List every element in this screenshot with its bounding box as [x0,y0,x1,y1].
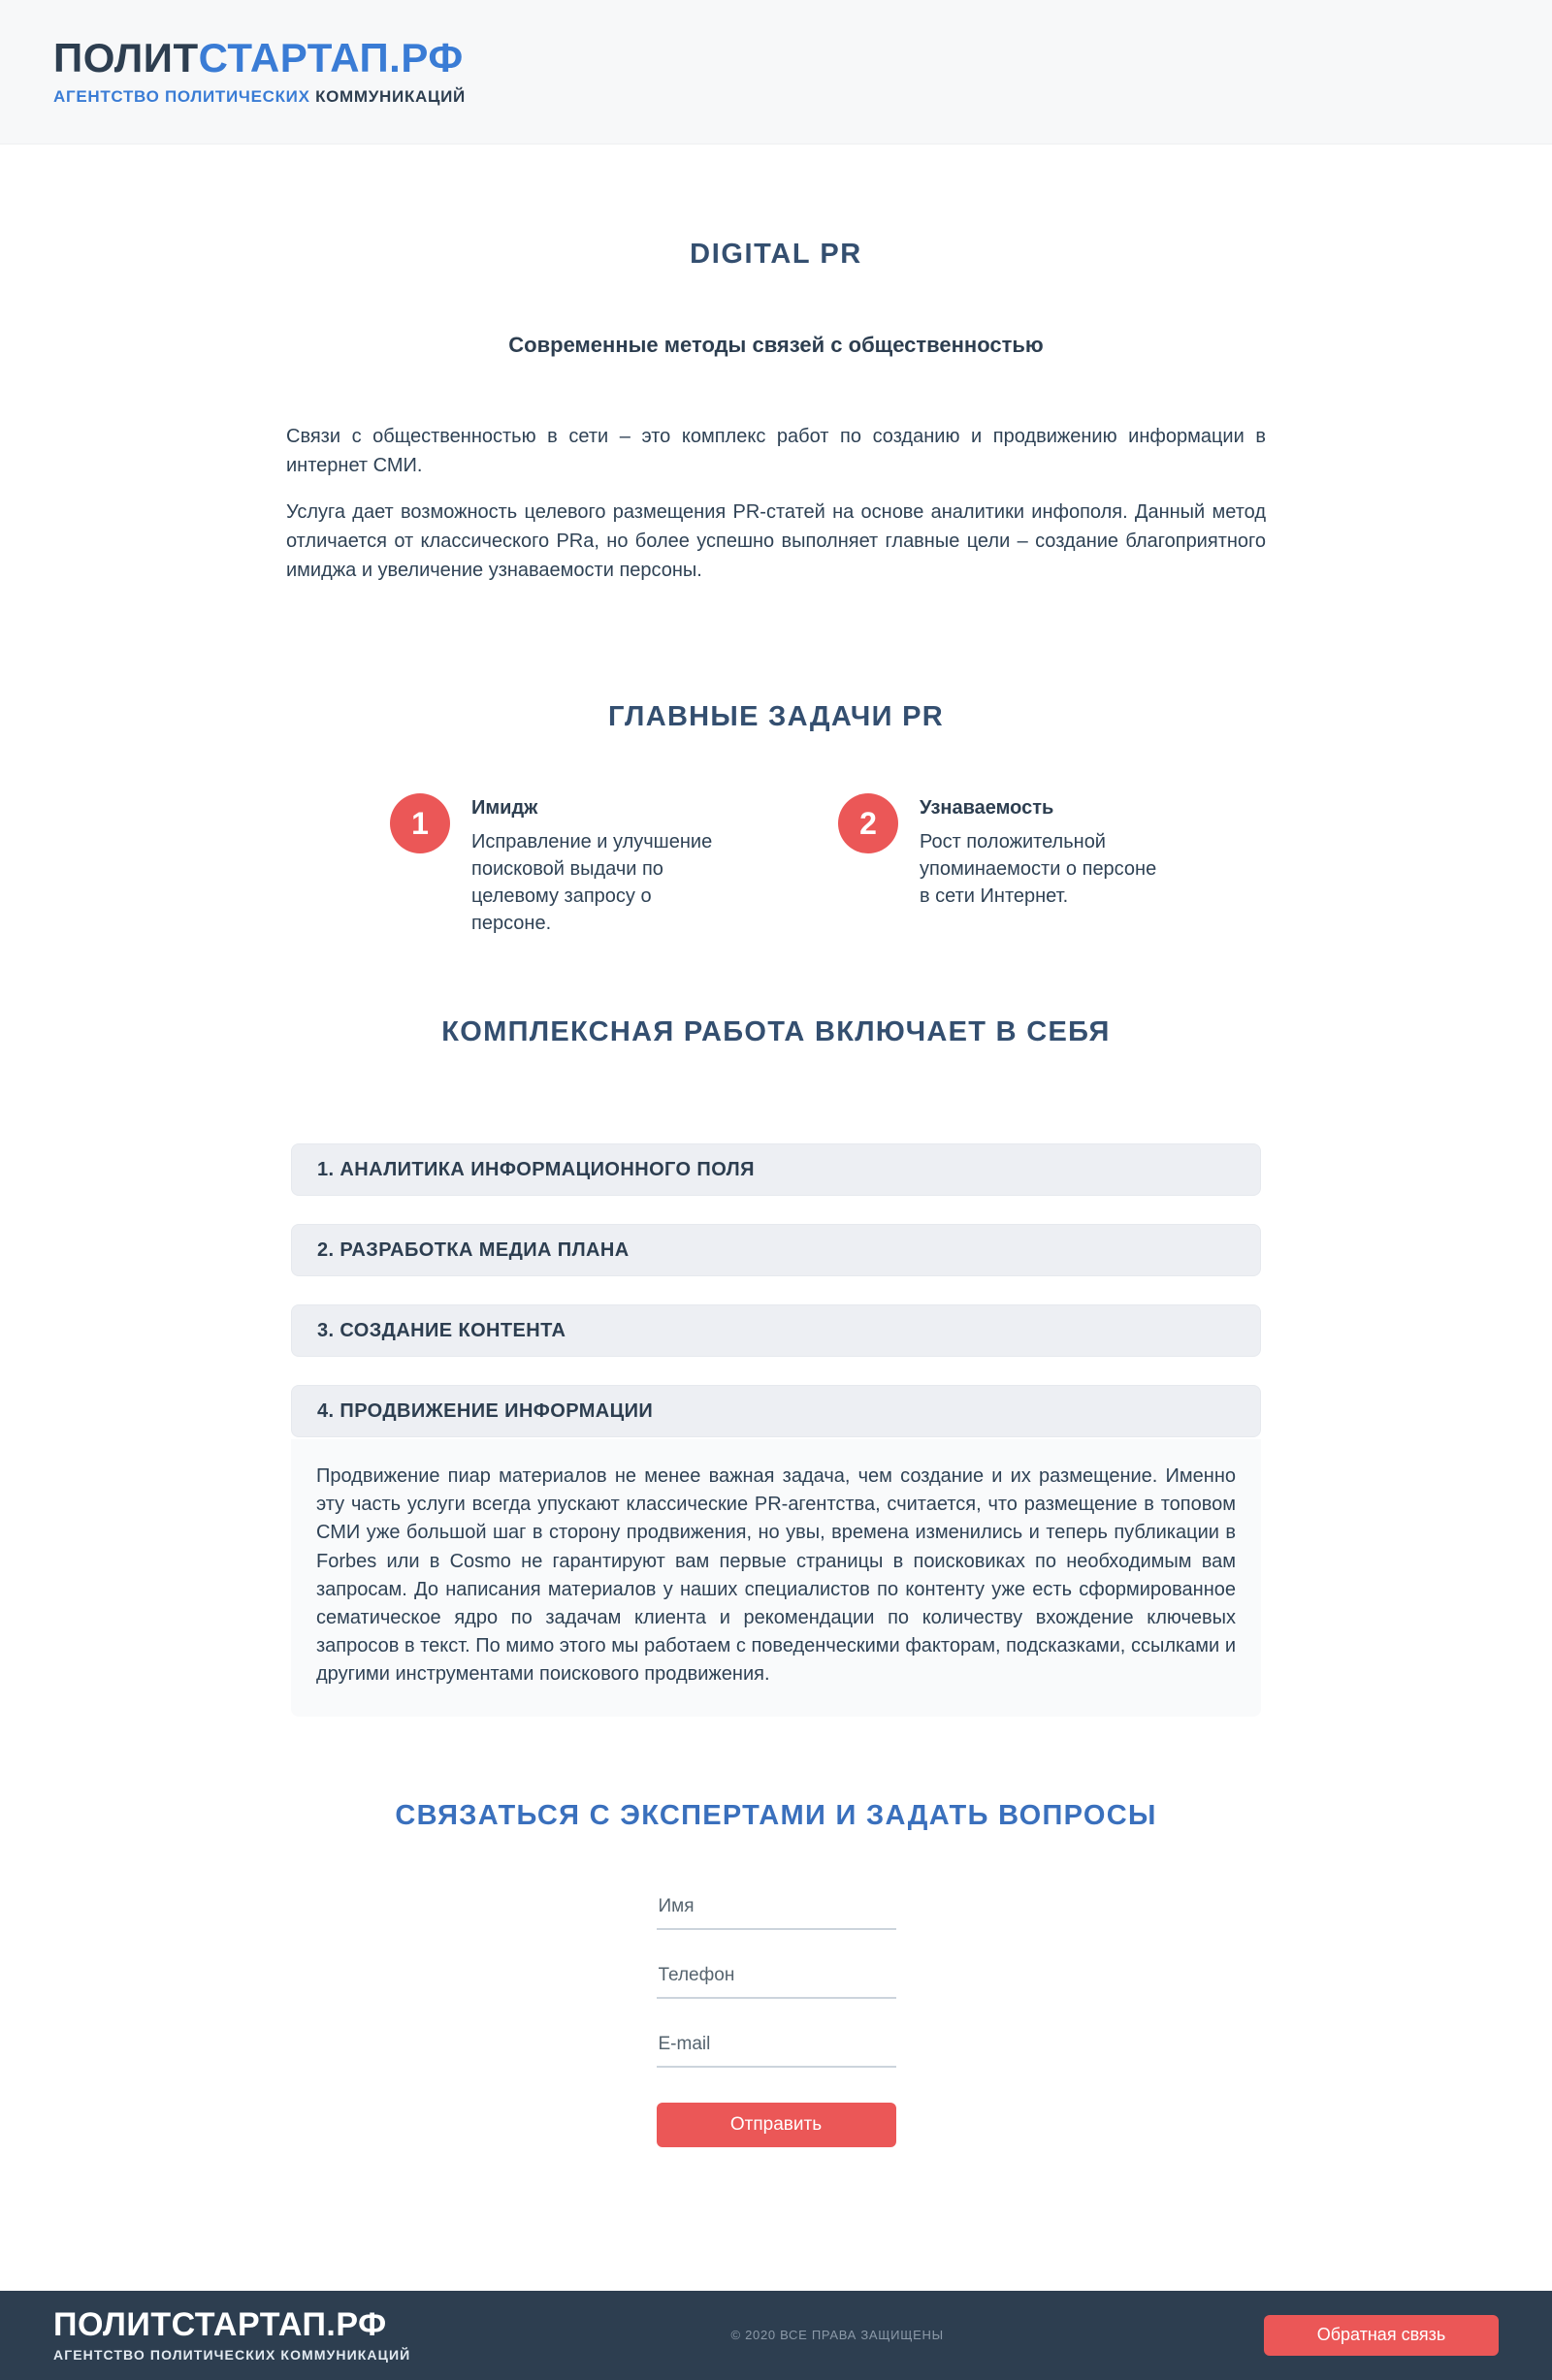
intro-paragraph-2: Услуга дает возможность целевого размещения PR-статей на основе аналитики инфополя. Данный метод отличается от классического PRa, но более успешно выполняет главные цели – создание благоприятного имиджа и увеличение узнаваемости персоны. [286,501,1266,581]
work-accordion [291,1143,1261,1717]
contact-form [657,1890,896,2147]
logo-wordmark [53,37,466,80]
intro-paragraph-1: Связи с общественностью в сети – это комплекс работ по созданию и продвижению информации в интернет СМИ. [286,426,1266,476]
task-content [920,793,1162,937]
name-field-wrapper [657,1890,896,1930]
footer-logo-block[interactable] [53,2305,411,2363]
footer-tagline: АГЕНТСТВО ПОЛИТИЧЕСКИХ КОММУНИКАЦИЙ [53,2346,411,2363]
logo-tagline [53,87,466,107]
accordion-panel-text: Продвижение пиар материалов не менее важная задача, чем создание и их размещение. Именно эту часть услуги всегда упускают классические PR-агентства, считается, что размещение в топовом СМИ уже большой шаг в сторону продвижения, но увы, времена изменились и теперь публикации в Forbes или в Cosmo не гарантируют вам первые страницы в поисковиках по необходимым вам запросам. До написания материалов у наших специалистов по контенту уже есть сформированное сематическое ядро по задачам клиента и рекомендации по количеству вхождение ключевых запросов в текст. По мимо этого мы работаем с поведенческими факторам, подсказками, ссылками и другими инструментами поискового продвижения. [316,1465,1236,1686]
page-subtitle: Современные методы связей с общественностью [508,333,1044,357]
feedback-button[interactable]: Обратная связь [1264,2315,1499,2356]
phone-input[interactable] [657,1959,896,1999]
tagline-communications: КОММУНИКАЦИЙ [315,86,466,106]
task-number-badge-1: 1 [390,793,450,853]
task-item-recognition [838,793,1162,937]
footer-logo: ПОЛИТСТАРТАП.РФ [53,2305,387,2343]
task-text: Исправление и улучшение поисковой выдачи по целевому запросу о персоне. [471,831,713,934]
submit-button[interactable]: Отправить [657,2103,896,2147]
task-content [471,793,714,937]
main-content [0,144,1552,2147]
logo-part-polit: ПОЛИТ [53,35,199,81]
accordion-item-promotion[interactable]: 4. ПРОДВИЖЕНИЕ ИНФОРМАЦИИ [291,1385,1261,1437]
logo-part-startup: СТАРТАП.РФ [198,35,464,81]
task-item-image [390,793,714,937]
accordion-item-content[interactable]: 3. СОЗДАНИЕ КОНТЕНТА [291,1304,1261,1357]
tasks-heading: ГЛАВНЫЕ ЗАДАЧИ PR [608,701,944,732]
page-title: DIGITAL PR [690,239,862,270]
work-heading: КОМПЛЕКСНАЯ РАБОТА ВКЛЮЧАЕТ В СЕБЯ [441,1016,1111,1047]
task-number-badge-2: 2 [838,793,898,853]
task-title: Узнаваемость [920,797,1054,819]
tasks-row [0,793,1552,937]
task-text: Рост положительной упоминаемости о персоне в сети Интернет. [920,831,1157,907]
intro-section [286,422,1266,585]
email-field-wrapper [657,2028,896,2068]
copyright-text: © 2020 ВСЕ ПРАВА ЗАЩИЩЕНЫ [730,2328,944,2342]
page-footer [0,2291,1552,2380]
email-input[interactable] [657,2028,896,2068]
phone-field-wrapper [657,1959,896,1999]
tagline-agency: АГЕНТСТВО ПОЛИТИЧЕСКИХ [53,86,310,106]
logo[interactable] [53,37,466,106]
accordion-item-analytics[interactable]: 1. АНАЛИТИКА ИНФОРМАЦИОННОГО ПОЛЯ [291,1143,1261,1196]
name-input[interactable] [657,1890,896,1930]
accordion-item-media-plan[interactable]: 2. РАЗРАБОТКА МЕДИА ПЛАНА [291,1224,1261,1276]
contact-heading: СВЯЗАТЬСЯ С ЭКСПЕРТАМИ И ЗАДАТЬ ВОПРОСЫ [395,1799,1157,1831]
accordion-panel-promotion [291,1439,1261,1717]
task-title: Имидж [471,797,538,819]
page-header [0,0,1552,144]
